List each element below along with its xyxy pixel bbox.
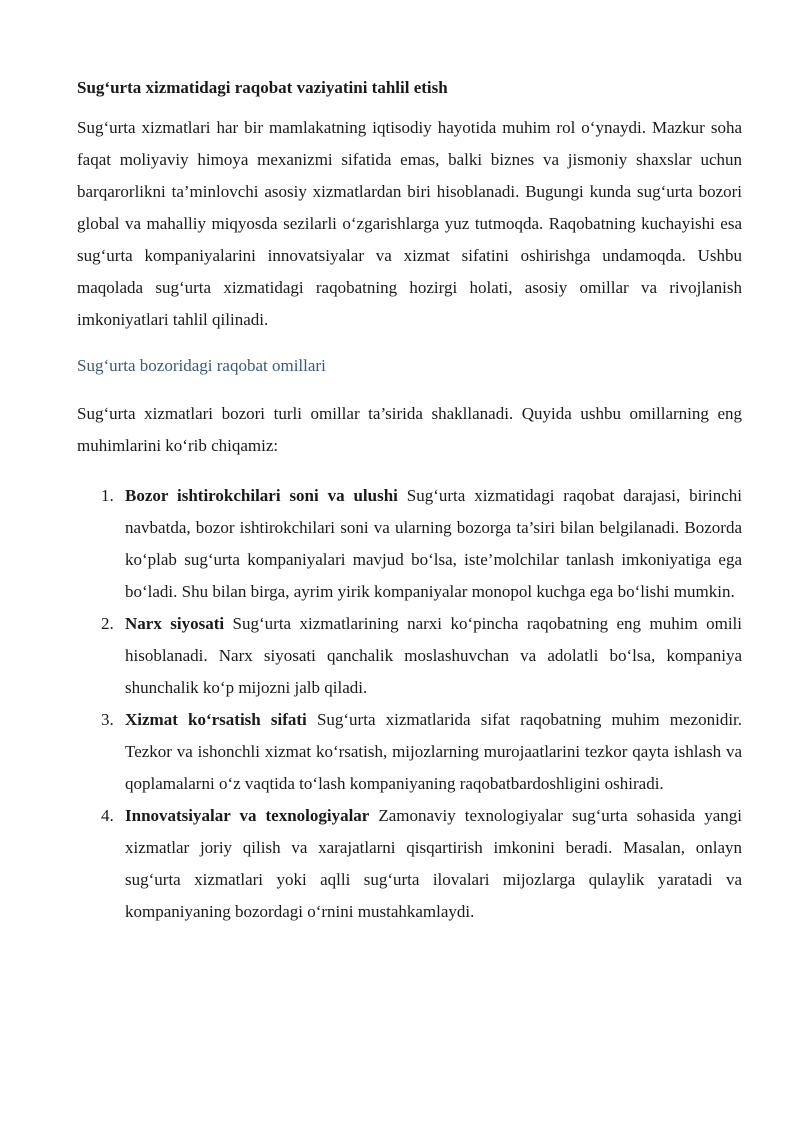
list-item-text: Sug‘urta xizmatlarining narxi ko‘pincha raqobatning eng muhim omili hisoblanadi. Narx siyosati qanchalik moslashuvchan va adolatli bo‘lsa, kompaniya shunchalik ko‘p mijozni jalb qiladi. [125, 614, 742, 697]
list-item-number: 4. [101, 806, 114, 825]
list-item-text: Sug‘urta xizmatidagi raqobat darajasi, birinchi navbatda, bozor ishtirokchilari soni va ularning bozorga ta’siri bilan belgilanadi. Bozorda ko‘plab sug‘urta kompaniyalari mavjud bo‘lsa, iste’molchilar tanlash imkoniyatiga ega bo‘ladi. Shu bilan birga, ayrim yirik kompaniyalar monopol kuchga ega bo‘lishi mumkin. [125, 486, 743, 601]
list-item-heading: Xizmat ko‘rsatish sifati [125, 710, 307, 729]
list-item-text: Zamonaviy texnologiyalar sug‘urta sohasida yangi xizmatlar joriy qilish va xarajatlarni qisqartirish imkonini beradi. Masalan, onlayn sug‘urta xizmatlari yoki aqlli sug‘urta ilovalari mijozlarga qulaylik yaratadi va kompaniyaning bozordagi o‘rnini mustahkamlaydi. [125, 806, 742, 921]
section-heading: Sug‘urta bozoridagi raqobat omillari [77, 356, 326, 375]
list-item [77, 800, 742, 928]
list-item [77, 608, 742, 704]
list-item-number: 1. [101, 486, 114, 505]
document-page [77, 68, 742, 928]
factors-list [77, 480, 742, 928]
list-item [77, 480, 742, 608]
intro-paragraph: Sug‘urta xizmatlari har bir mamlakatning iqtisodiy hayotida muhim rol o‘ynaydi. Mazkur soha faqat moliyaviy himoya mexanizmi sifatida emas, balki biznes va jismoniy shaxslar uchun barqarorlikni ta’minlovchi asosiy xizmatlardan biri hisoblanadi. Bugungi kunda sug‘urta bozori global va mahalliy miqyosda sezilarli o‘zgarishlarga yuz tutmoqda. Raqobatning kuchayishi esa sug‘urta kompaniyalarini innovatsiyalar va xizmat sifatini oshirishga undamoqda. Ushbu maqolada sug‘urta xizmatidagi raqobatning hozirgi holati, asosiy omillar va rivojlanish imkoniyatlari tahlil qilinadi. [77, 118, 742, 329]
list-item-number: 2. [101, 614, 114, 633]
list-item-text: Sug‘urta xizmatlarida sifat raqobatning muhim mezonidir. Tezkor va ishonchli xizmat ko‘rsatish, mijozlarning murojaatlarini tezkor qayta ishlash va qoplamalarni o‘z vaqtida to‘lash kompaniyaning raqobatbardoshligini oshiradi. [125, 710, 743, 793]
section-intro-paragraph: Sug‘urta xizmatlari bozori turli omillar ta’sirida shakllanadi. Quyida ushbu omillarning eng muhimlarini ko‘rib chiqamiz: [77, 404, 742, 455]
list-item-heading: Narx siyosati [125, 614, 225, 633]
document-title: Sug‘urta xizmatidagi raqobat vaziyatini tahlil etish [77, 78, 448, 97]
list-item-heading: Bozor ishtirokchilari soni va ulushi [125, 486, 398, 505]
list-item-number: 3. [101, 710, 114, 729]
list-item [77, 704, 742, 800]
list-item-heading: Innovatsiyalar va texnologiyalar [125, 806, 370, 825]
